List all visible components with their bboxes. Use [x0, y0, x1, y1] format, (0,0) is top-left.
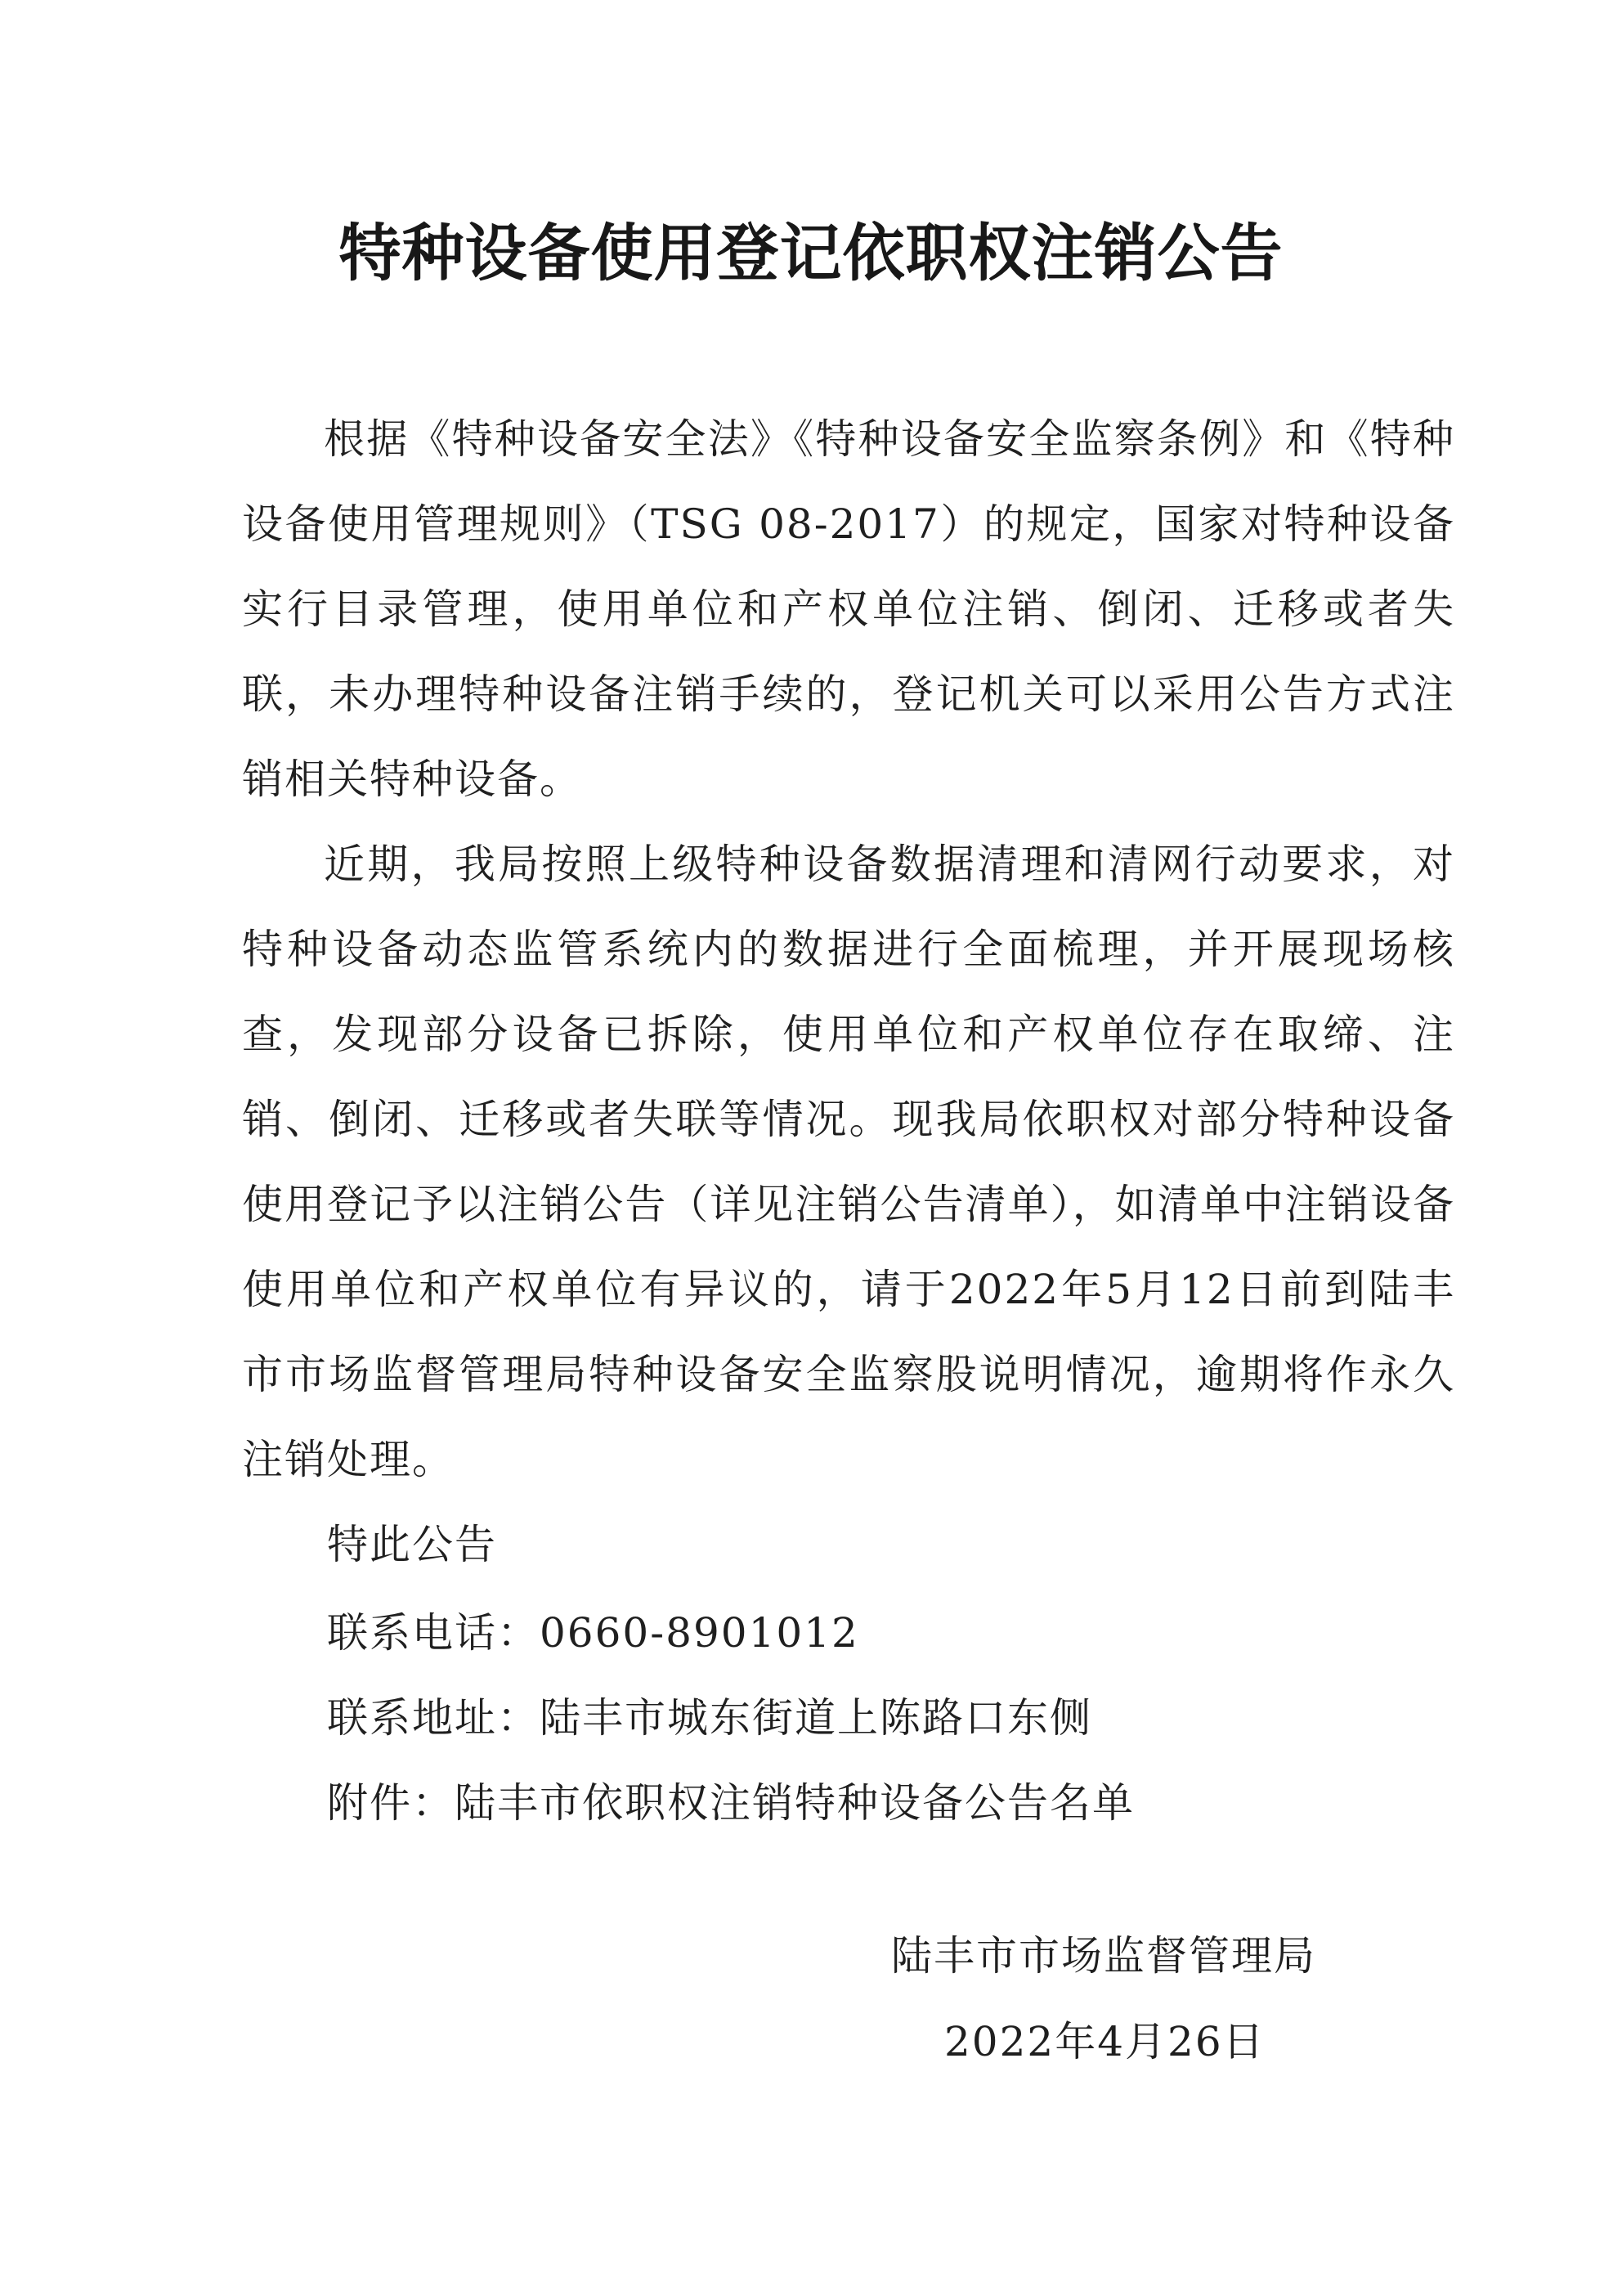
attachment-note: 附件：陆丰市依职权注销特种设备公告名单 [327, 1779, 1135, 1827]
contact-address: 联系地址：陆丰市城东街道上陈路口东侧 [327, 1694, 1092, 1742]
paragraph-notice-details: 近期，我局按照上级特种设备数据清理和清网行动要求，对特种设备动态监管系统内的数据进行全面梳理，并开展现场核查，发现部分设备已拆除，使用单位和产权单位存在取缔、注销、倒闭、迁移或者失联等情况。现我局依职权对部分特种设备使用登记予以注销公告（详见注销公告清单），如清单中注销设备使用单位和产权单位有异议的，请于2022年5月12日前到陆丰市市场监督管理局特种设备安全监察股说明情况，逾期将作永久注销处理。 [242, 841, 1455, 1483]
paragraph-legal-basis: 根据《特种设备安全法》《特种设备安全监察条例》和《特种设备使用管理规则》（TSG 08-2017）的规定，国家对特种设备实行目录管理，使用单位和产权单位注销、倒闭、迁移或者失联，未办理特种设备注销手续的，登记机关可以采用公告方式注销相关特种设备。 [242, 415, 1455, 803]
document-body [242, 397, 1455, 1587]
issue-date: 2022年4月26日 [944, 2018, 1266, 2065]
closing-statement: 特此公告 [327, 1521, 497, 1568]
document-title: 特种设备使用登记依职权注销公告 [338, 217, 1284, 289]
contact-phone: 联系电话：0660-8901012 [327, 1609, 859, 1657]
contact-block [327, 1590, 1472, 1845]
issuer-signature: 陆丰市市场监督管理局 [891, 1932, 1316, 1980]
